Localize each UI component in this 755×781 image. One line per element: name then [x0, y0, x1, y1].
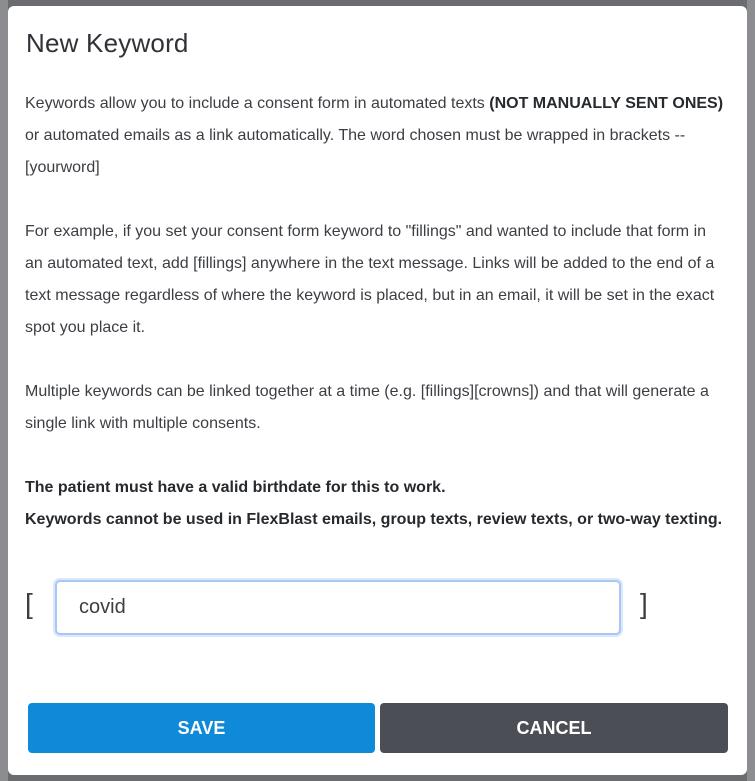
keyword-input[interactable] — [55, 580, 621, 635]
backdrop — [747, 0, 755, 781]
description-text: Keywords allow you to include a consent form in automated texts — [25, 95, 490, 112]
cancel-button[interactable]: CANCEL — [380, 703, 728, 753]
save-button[interactable]: SAVE — [28, 703, 375, 753]
new-keyword-modal — [8, 6, 747, 775]
backdrop — [0, 0, 8, 781]
description-emphasis: (NOT MANUALLY SENT ONES) — [489, 95, 724, 112]
modal-body — [25, 88, 725, 536]
description-paragraph — [25, 88, 725, 184]
close-bracket: ] — [640, 588, 648, 619]
open-bracket: [ — [25, 588, 33, 619]
restriction-notice: Keywords cannot be used in FlexBlast emails, group texts, review texts, or two-way texting. — [25, 511, 723, 528]
multiple-keywords-paragraph: Multiple keywords can be linked together at a time (e.g. [fillings][crowns]) and that will generate a single link with multiple consents. — [25, 383, 709, 432]
birthdate-notice: The patient must have a valid birthdate for this to work. — [25, 479, 446, 496]
description-text-end: or automated emails as a link automatically. The word chosen must be wrapped in brackets -- [yourword] — [25, 127, 686, 176]
example-paragraph: For example, if you set your consent form keyword to "fillings" and wanted to include that form in an automated text, add [fillings] anywhere in the text message. Links will be added to the end of a text message regardless of where the keyword is placed, but in an email, it will be set in the exact spot you place it. — [25, 223, 715, 336]
modal-title: New Keyword — [26, 28, 189, 58]
